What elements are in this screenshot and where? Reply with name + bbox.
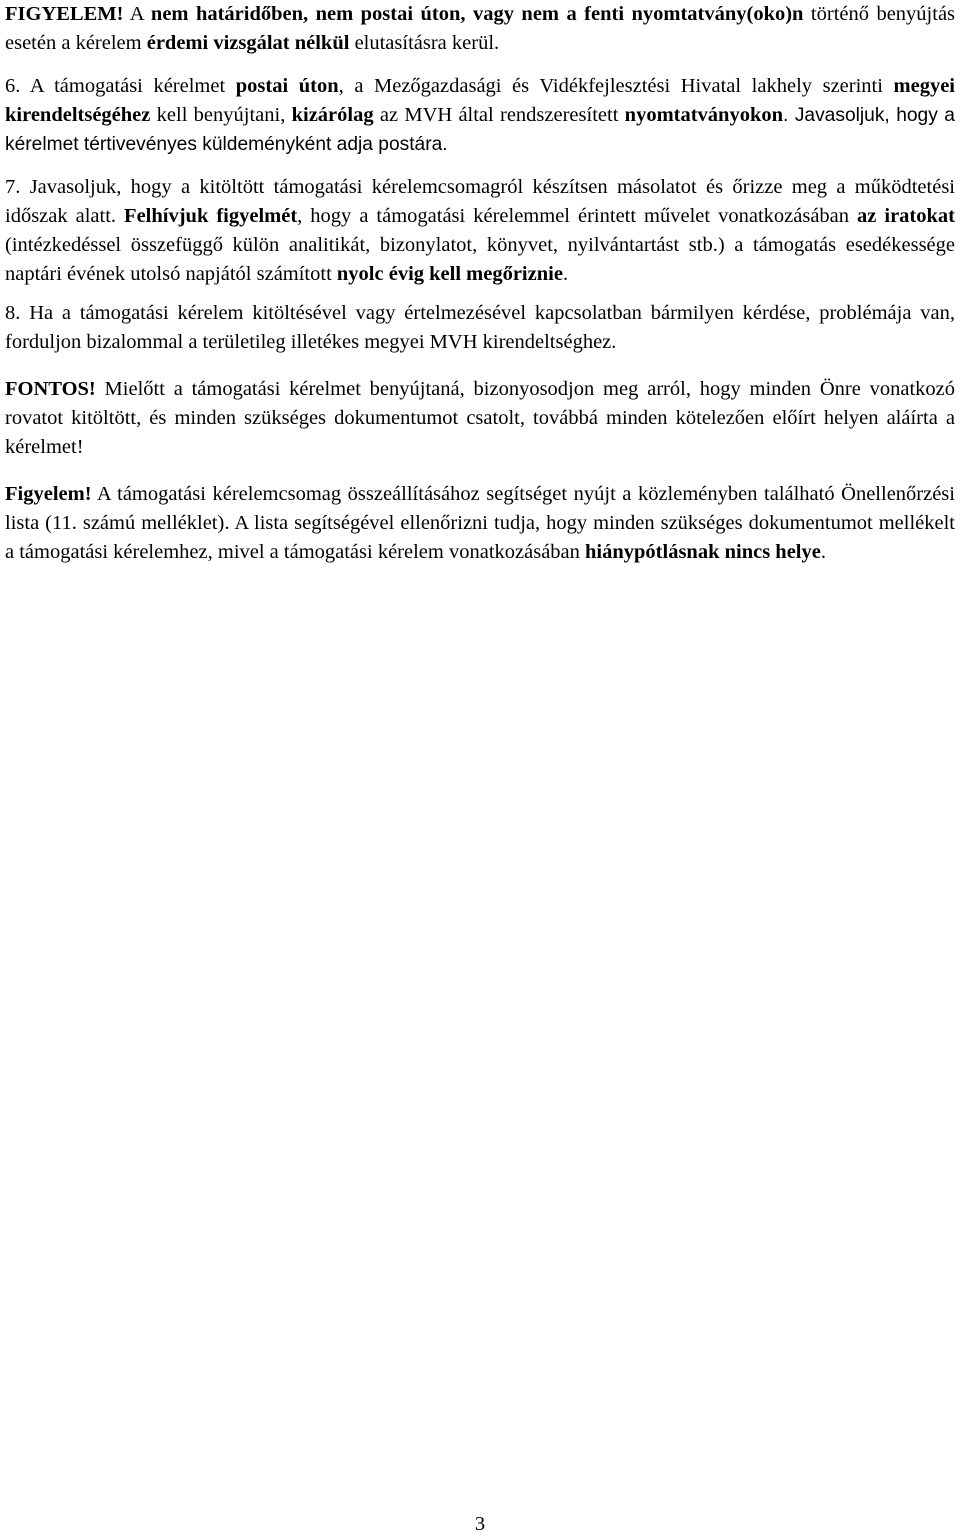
warning-label: FIGYELEM! <box>5 3 124 25</box>
page-number: 3 <box>474 1513 486 1535</box>
important-label: FONTOS! <box>5 378 96 400</box>
document-page <box>5 0 955 567</box>
important-paragraph: FONTOS! Mielőtt a támogatási kérelmet benyújtaná, bizonyosodjon meg arról, hogy minden Önre vonatkozó rovatot kitöltött, és minden szükséges dokumentumot csatolt, továbbá minden kötelezően előírt helyen aláírta a kérelmet! <box>5 378 955 458</box>
item-6-paragraph: 6. A támogatási kérelmet postai úton, a Mezőgazdasági és Vidékfejlesztési Hivatal lakhely szerinti megyei kirendeltségéhez kell benyújtani, kizárólag az MVH által rendszeresített nyomtatványokon. Javasoljuk, hogy a kérelmet tértivevényes küldeményként adja postára. <box>5 75 955 155</box>
item-7-paragraph: 7. Javasoljuk, hogy a kitöltött támogatási kérelemcsomagról készítsen másolatot és őrizze meg a működtetési időszak alatt. Felhívjuk figyelmét, hogy a támogatási kérelemmel érintett művelet vonatkozásában az iratokat (intézkedéssel összefüggő külön analitikát, bizonylatot, könyvet, nyilvántartást stb.) a támogatás esedékessége naptári évének utolsó napjától számított nyolc évig kell megőriznie. <box>5 176 955 285</box>
attention-paragraph: Figyelem! A támogatási kérelemcsomag összeállításához segítséget nyújt a közleményben található Önellenőrzési lista (11. számú melléklet). A lista segítségével ellenőrizni tudja, hogy minden szükséges dokumentumot mellékelt a támogatási kérelemhez, mivel a támogatási kérelem vonatkozásában hiánypótlásnak nincs helye. <box>5 483 955 563</box>
item-8-paragraph: 8. Ha a támogatási kérelem kitöltésével vagy értelmezésével kapcsolatban bármilyen kérdése, problémája van, forduljon bizalommal a területileg illetékes megyei MVH kirendeltséghez. <box>5 302 955 353</box>
attention-label: Figyelem! <box>5 483 92 505</box>
warning-paragraph: FIGYELEM! A nem határidőben, nem postai úton, vagy nem a fenti nyomtatvány(oko)n történő benyújtás esetén a kérelem érdemi vizsgálat nélkül elutasításra kerül. <box>5 3 956 54</box>
